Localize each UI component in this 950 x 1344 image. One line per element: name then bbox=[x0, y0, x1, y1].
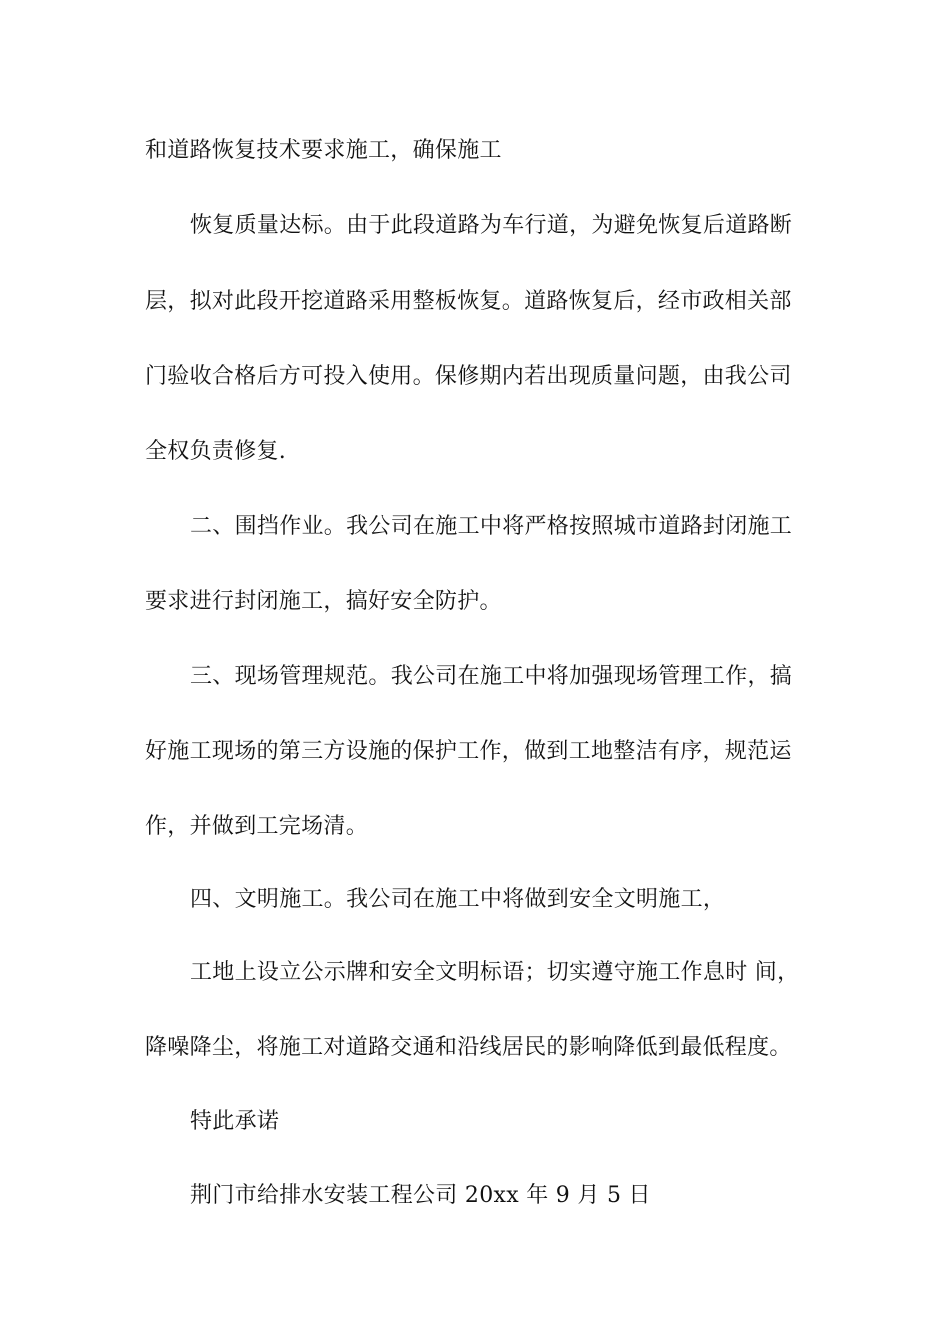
paragraph-line-3: 层，拟对此段开挖道路采用整板恢复。道路恢复后，经市政相关部 bbox=[145, 289, 792, 314]
closing-phrase: 特此承诺 bbox=[190, 1109, 280, 1134]
paragraph-line-4: 门验收合格后方可投入使用。保修期内若出现质量问题，由我公司 bbox=[145, 364, 792, 389]
paragraph-line-13: 降噪降尘，将施工对道路交通和沿线居民的影响降低到最低程度。 bbox=[145, 1035, 792, 1060]
paragraph-line-1: 和道路恢复技术要求施工，确保施工 bbox=[145, 138, 502, 163]
paragraph-line-7: 要求进行封闭施工，搞好安全防护。 bbox=[145, 589, 502, 614]
paragraph-line-11: 四、文明施工。我公司在施工中将做到安全文明施工， bbox=[190, 887, 726, 912]
paragraph-line-5: 全权负责修复. bbox=[145, 439, 287, 464]
paragraph-line-12: 工地上设立公示牌和安全文明标语；切实遵守施工作息时 间， bbox=[190, 960, 800, 985]
signature-and-date: 荆门市给排水安装工程公司 20xx 年 9 月 5 日 bbox=[190, 1183, 651, 1208]
paragraph-line-10: 作，并做到工完场清。 bbox=[145, 814, 369, 839]
paragraph-line-6: 二、围挡作业。我公司在施工中将严格按照城市道路封闭施工 bbox=[190, 514, 793, 539]
paragraph-line-9: 好施工现场的第三方设施的保护工作，做到工地整洁有序，规范运 bbox=[145, 739, 792, 764]
paragraph-line-8: 三、现场管理规范。我公司在施工中将加强现场管理工作，搞 bbox=[190, 664, 793, 689]
paragraph-line-2: 恢复质量达标。由于此段道路为车行道，为避免恢复后道路断 bbox=[190, 213, 793, 238]
